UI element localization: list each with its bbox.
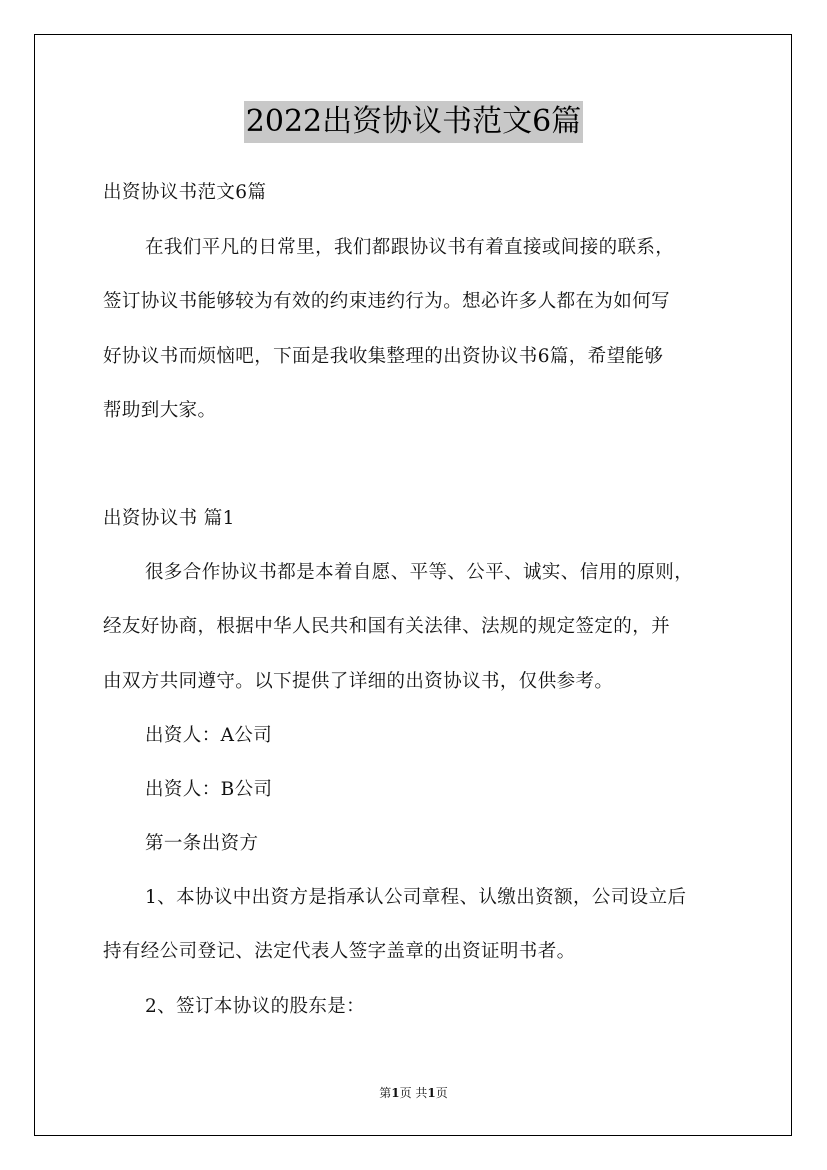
clause-line: 2、签订本协议的股东是： xyxy=(145,996,366,1017)
page-footer xyxy=(0,1084,827,1101)
intro-line: 帮助到大家。 xyxy=(103,400,217,421)
section-paragraph-line: 由双方共同遵守。以下提供了详细的出资协议书，仅供参考。 xyxy=(103,671,614,692)
page-prefix: 第 xyxy=(379,1086,392,1100)
intro-line: 好协议书而烦恼吧，下面是我收集整理的出资协议书6篇，希望能够 xyxy=(103,346,664,367)
clause-line: 持有经公司登记、法定代表人签字盖章的出资证明书者。 xyxy=(103,941,576,962)
page-suffix: 页 xyxy=(435,1086,448,1100)
clause-line: 1、本协议中出资方是指承认公司章程、认缴出资额，公司设立后 xyxy=(145,887,687,908)
intro-line: 在我们平凡的日常里，我们都跟协议书有着直接或间接的联系， xyxy=(145,237,675,258)
party-b: 出资人：B公司 xyxy=(145,779,273,800)
page-total: 1 xyxy=(427,1086,436,1100)
page-number: 1 xyxy=(391,1086,400,1100)
party-a: 出资人：A公司 xyxy=(145,725,273,746)
section-paragraph-line: 经友好协商，根据中华人民共和国有关法律、法规的规定签定的，并 xyxy=(103,616,671,637)
document-subtitle: 出资协议书范文6篇 xyxy=(103,182,267,203)
article-title: 第一条出资方 xyxy=(145,833,259,854)
document-title: 2022出资协议书范文6篇 xyxy=(244,101,583,143)
section-heading: 出资协议书 篇1 xyxy=(103,508,235,529)
intro-line: 签订协议书能够较为有效的约束违约行为。想必许多人都在为如何写 xyxy=(103,291,671,312)
page-mid: 页 共 xyxy=(399,1086,428,1100)
document-title-wrap xyxy=(0,101,827,143)
section-paragraph-line: 很多合作协议书都是本着自愿、平等、公平、诚实、信用的原则， xyxy=(145,562,694,583)
